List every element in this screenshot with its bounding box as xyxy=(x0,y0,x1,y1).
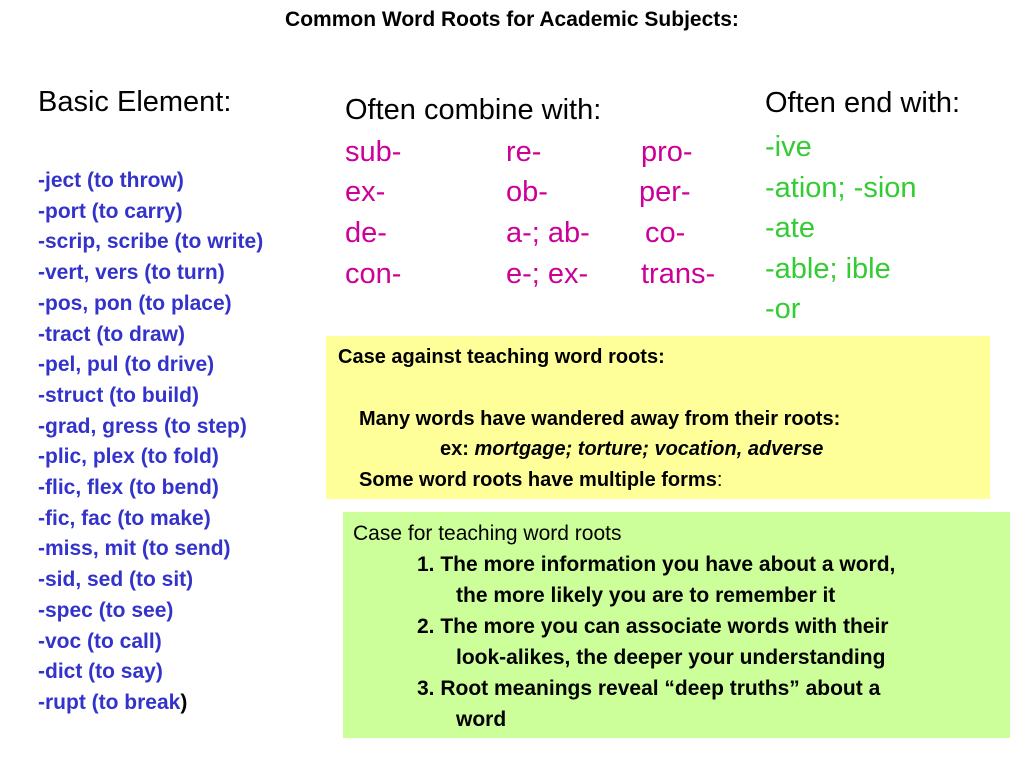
suffix-item: -able; ible xyxy=(765,252,891,285)
prefix: trans- xyxy=(641,258,716,290)
example-words: mortgage; torture; vocation, adverse xyxy=(474,438,824,460)
root-item: -pel, pul (to drive) xyxy=(38,353,215,377)
root-item: -scrip, scribe (to write) xyxy=(38,230,264,254)
case-against-point: Many words have wandered away from their roots: xyxy=(359,408,841,430)
prefix: co- xyxy=(645,217,686,249)
prefix: sub- xyxy=(345,136,402,168)
basic-element-heading: Basic Element: xyxy=(38,86,232,118)
case-against-box xyxy=(326,336,990,499)
endings-heading: Often end with: xyxy=(765,87,961,119)
case-against-heading: Case against teaching word roots: xyxy=(338,346,665,368)
root-item: -miss, mit (to send) xyxy=(38,537,231,561)
prefix: ex- xyxy=(345,176,386,208)
root-item-last xyxy=(38,688,263,719)
root-item: -plic, plex (to fold) xyxy=(38,445,219,469)
case-for-item: 3. Root meanings reveal “deep truths” about a xyxy=(417,677,881,700)
suffix-item: -ive xyxy=(765,131,812,163)
suffix-item: -or xyxy=(765,293,801,325)
root-item-text: -rupt (to break xyxy=(38,690,181,714)
case-for-item-cont: word xyxy=(456,708,507,731)
root-item: -sid, sed (to sit) xyxy=(38,568,194,592)
root-item: -port (to carry) xyxy=(38,199,183,223)
prefix: e-; ex- xyxy=(506,258,589,290)
point-text: Some word roots have multiple forms xyxy=(359,469,717,491)
prefix: con- xyxy=(345,258,402,290)
case-for-item: 2. The more you can associate words with their xyxy=(417,615,889,638)
combine-heading: Often combine with: xyxy=(345,94,602,126)
case-for-item-cont: look-alikes, the deeper your understanding xyxy=(456,646,886,669)
case-against-point xyxy=(359,469,722,492)
prefix: ob- xyxy=(506,176,548,208)
case-for-item: 1. The more information you have about a word, xyxy=(417,553,896,576)
root-item: -ject (to throw) xyxy=(38,169,184,192)
root-item: -dict (to say) xyxy=(38,660,163,684)
prefix: de- xyxy=(345,217,387,249)
case-for-item-cont: the more likely you are to remember it xyxy=(456,584,836,607)
root-item: -struct (to build) xyxy=(38,383,199,407)
root-item: -voc (to call) xyxy=(38,629,162,653)
root-item: -spec (to see) xyxy=(38,598,174,622)
roots-list xyxy=(38,166,263,719)
case-against-example xyxy=(440,438,823,461)
point-colon: : xyxy=(716,469,723,491)
prefix: per- xyxy=(639,176,691,208)
case-for-heading: Case for teaching word roots xyxy=(353,522,622,545)
root-item: -tract (to draw) xyxy=(38,322,185,346)
prefix: re- xyxy=(506,136,542,168)
root-item: -fic, fac (to make) xyxy=(38,506,211,530)
root-item: -grad, gress (to step) xyxy=(38,414,247,438)
root-item: -flic, flex (to bend) xyxy=(38,476,219,500)
prefix: a-; ab- xyxy=(506,217,590,249)
example-label: ex: xyxy=(440,438,475,460)
root-item: -vert, vers (to turn) xyxy=(38,261,225,285)
slide-title: Common Word Roots for Academic Subjects: xyxy=(285,8,739,31)
prefix: pro- xyxy=(641,136,693,168)
suffix-item: -ation; -sion xyxy=(765,171,917,204)
root-item: -pos, pon (to place) xyxy=(38,291,232,315)
suffix-item: -ate xyxy=(765,212,815,244)
closing-paren: ) xyxy=(180,690,188,714)
case-for-box xyxy=(343,512,1010,738)
suffix-list xyxy=(765,127,917,330)
